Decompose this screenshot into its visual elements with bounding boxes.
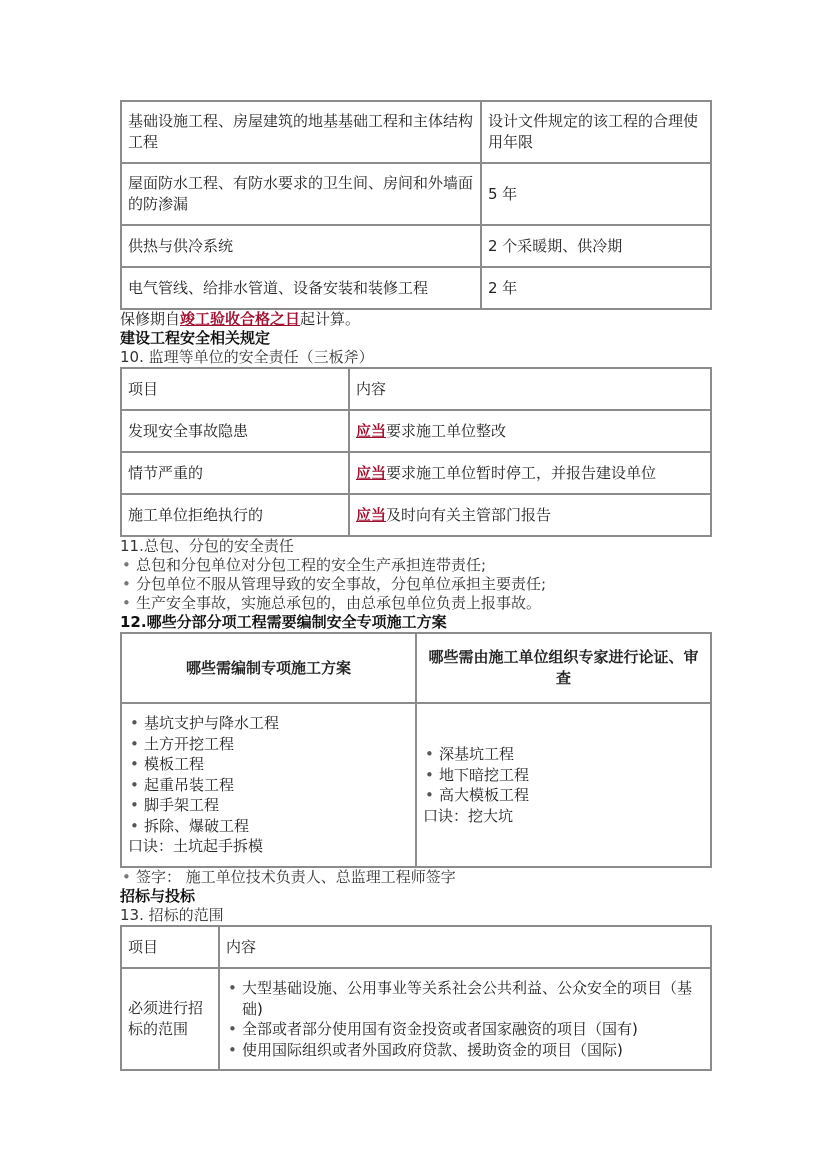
- warranty-period: 2 个采暖期、供冷期: [481, 225, 711, 267]
- list-item: • 地下暗挖工程: [423, 765, 704, 786]
- header-content: 内容: [349, 368, 711, 410]
- table-header-row: [121, 633, 711, 703]
- duty-item: 情节严重的: [121, 452, 349, 494]
- table-header-row: [121, 368, 711, 410]
- q11-bullet: • 生产安全事故，实施总承包的，由总承包单位负责上报事故。: [120, 594, 712, 613]
- duty-item: 施工单位拒绝执行的: [121, 494, 349, 536]
- header-content: 内容: [219, 926, 711, 968]
- plan-list: [128, 713, 409, 836]
- list-item: • 脚手架工程: [128, 795, 409, 816]
- table-row: [121, 225, 711, 267]
- plan-list-cell: [121, 703, 416, 867]
- table-row: [121, 968, 711, 1070]
- header-expert: 哪些需由施工单位组织专家进行论证、审查: [416, 633, 711, 703]
- header-item: 项目: [121, 368, 349, 410]
- mnemonic: 口诀：挖大坑: [423, 806, 514, 825]
- sign-note: • 签字： 施工单位技术负责人、总监理工程师签字: [120, 868, 712, 887]
- supervision-table: [120, 367, 712, 537]
- section-heading: 招标与投标: [120, 887, 196, 905]
- expert-list-cell: [416, 703, 711, 867]
- warranty-item: 屋面防水工程、有防水要求的卫生间、房间和外墙面的防渗漏: [121, 163, 481, 225]
- document-page: [120, 100, 712, 1071]
- table-header-row: [121, 926, 711, 968]
- duty-content: [349, 452, 711, 494]
- scope-list-cell: [219, 968, 711, 1070]
- list-item: • 模板工程: [128, 754, 409, 775]
- q13-title: 13. 招标的范围: [120, 906, 224, 924]
- table-row: [121, 410, 711, 452]
- q11-bullet: • 总包和分包单位对分包工程的安全生产承担连带责任;: [120, 556, 712, 575]
- expert-list: [423, 744, 704, 806]
- scope-list: [226, 978, 704, 1060]
- table-row: [121, 703, 711, 867]
- q11-bullet: • 分包单位不服从管理导致的安全事故，分包单位承担主要责任;: [120, 575, 712, 594]
- list-item: • 起重吊装工程: [128, 775, 409, 796]
- duty-text: 及时向有关主管部门报告: [386, 505, 552, 524]
- warranty-table: [120, 100, 712, 310]
- warranty-period: 5 年: [481, 163, 711, 225]
- list-item: • 全部或者部分使用国有资金投资或者国家融资的项目（国有): [226, 1019, 704, 1040]
- table-row: [121, 267, 711, 309]
- list-item: • 土方开挖工程: [128, 734, 409, 755]
- must-highlight: 应当: [356, 505, 387, 524]
- list-item: • 拆除、爆破工程: [128, 816, 409, 837]
- warranty-item: 电气管线、给排水管道、设备安装和装修工程: [121, 267, 481, 309]
- mnemonic: 口诀：土坑起手拆模: [128, 837, 264, 856]
- q11-title: 11.总包、分包的安全责任: [120, 537, 294, 555]
- table-row: [121, 101, 711, 163]
- warranty-item: 基础设施工程、房屋建筑的地基基础工程和主体结构工程: [121, 101, 481, 163]
- duty-text: 要求施工单位暂时停工，并报告建设单位: [386, 463, 657, 482]
- must-highlight: 应当: [356, 421, 387, 440]
- list-item: • 高大模板工程: [423, 785, 704, 806]
- scope-label: 必须进行招标的范围: [121, 968, 219, 1070]
- list-item: • 基坑支护与降水工程: [128, 713, 409, 734]
- warranty-period: 设计文件规定的该工程的合理使用年限: [481, 101, 711, 163]
- list-item: • 深基坑工程: [423, 744, 704, 765]
- list-item: • 使用国际组织或者外国政府贷款、援助资金的项目（国际): [226, 1040, 704, 1061]
- must-highlight: 应当: [356, 463, 387, 482]
- duty-text: 要求施工单位整改: [386, 421, 507, 440]
- list-item: • 大型基础设施、公用事业等关系社会公共利益、公众安全的项目（基础): [226, 978, 704, 1019]
- header-plan: 哪些需编制专项施工方案: [121, 633, 416, 703]
- header-item: 项目: [121, 926, 219, 968]
- table-row: [121, 163, 711, 225]
- section-heading: 建设工程安全相关规定: [120, 329, 271, 347]
- bidding-scope-table: [120, 925, 712, 1071]
- note-prefix: 保修期自: [120, 310, 181, 328]
- q10-title: 10. 监理等单位的安全责任（三板斧）: [120, 348, 374, 366]
- table-row: [121, 452, 711, 494]
- table-row: [121, 494, 711, 536]
- q12-title: 12.哪些分部分项工程需要编制安全专项施工方案: [120, 613, 447, 631]
- note-suffix: 起计算。: [300, 310, 361, 328]
- warranty-note: [120, 310, 712, 329]
- warranty-item: 供热与供冷系统: [121, 225, 481, 267]
- duty-content: [349, 410, 711, 452]
- duty-item: 发现安全事故隐患: [121, 410, 349, 452]
- special-plan-table: [120, 632, 712, 868]
- duty-content: [349, 494, 711, 536]
- note-highlight: 竣工验收合格之日: [180, 310, 301, 328]
- warranty-period: 2 年: [481, 267, 711, 309]
